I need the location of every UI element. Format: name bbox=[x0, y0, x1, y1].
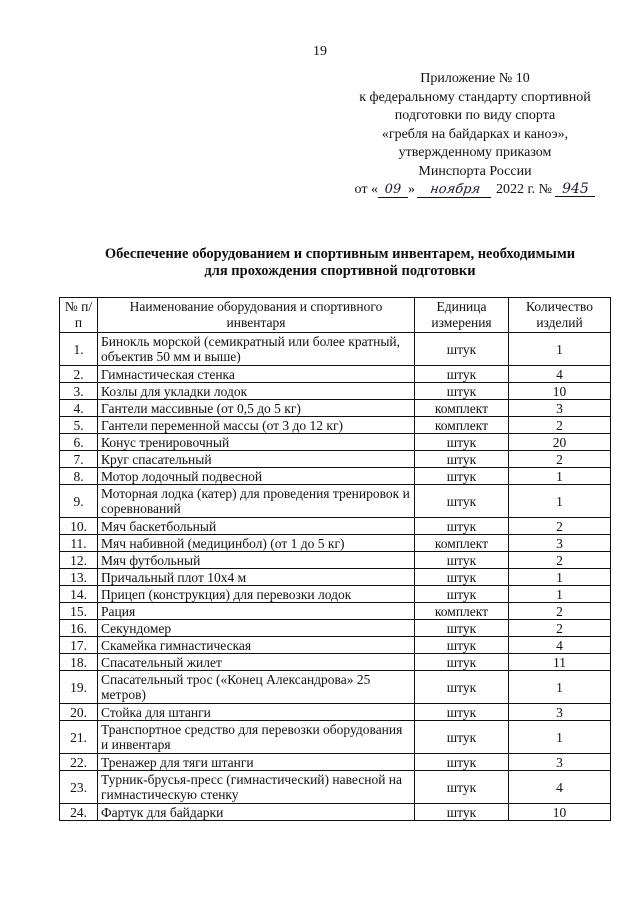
row-quantity: 1 bbox=[509, 333, 611, 366]
table-row bbox=[60, 383, 611, 400]
row-number: 20. bbox=[60, 704, 98, 721]
row-number: 1. bbox=[60, 333, 98, 366]
table-body bbox=[60, 333, 611, 821]
row-item-name: Спасательный трос («Конец Александрова» 25 метров) bbox=[98, 671, 415, 704]
table-row bbox=[60, 637, 611, 654]
row-unit: штук bbox=[415, 804, 509, 821]
row-unit: штук bbox=[415, 552, 509, 569]
row-number: 5. bbox=[60, 417, 98, 434]
handwritten-order-number: 945 bbox=[555, 182, 595, 197]
title-line-2: для прохождения спортивной подготовки bbox=[204, 263, 476, 279]
row-item-name: Причальный плот 10х4 м bbox=[98, 569, 415, 586]
table-row bbox=[60, 704, 611, 721]
row-item-name: Тренажер для тяги штанги bbox=[98, 754, 415, 771]
row-quantity: 1 bbox=[509, 671, 611, 704]
row-quantity: 20 bbox=[509, 434, 611, 451]
appendix-line: Приложение № 10 bbox=[420, 71, 530, 86]
row-number: 4. bbox=[60, 400, 98, 417]
row-number: 2. bbox=[60, 366, 98, 383]
row-number: 9. bbox=[60, 485, 98, 518]
table-row bbox=[60, 333, 611, 366]
row-unit: штук bbox=[415, 704, 509, 721]
row-number: 16. bbox=[60, 620, 98, 637]
row-quantity: 1 bbox=[509, 468, 611, 485]
title-line-1: Обеспечение оборудованием и спортивным инвентарем, необходимыми bbox=[104, 246, 576, 262]
row-number: 13. bbox=[60, 569, 98, 586]
table-row bbox=[60, 603, 611, 620]
row-unit: штук bbox=[415, 451, 509, 468]
row-unit: штук bbox=[415, 771, 509, 804]
table-row bbox=[60, 620, 611, 637]
appendix-header bbox=[330, 70, 620, 200]
appendix-line: к федеральному стандарту спортивной bbox=[359, 89, 591, 105]
row-number: 6. bbox=[60, 434, 98, 451]
document-title bbox=[60, 246, 620, 280]
row-item-name: Скамейка гимнастическая bbox=[98, 637, 415, 654]
table-row bbox=[60, 400, 611, 417]
row-quantity: 3 bbox=[509, 400, 611, 417]
table-row bbox=[60, 468, 611, 485]
row-number: 11. bbox=[60, 535, 98, 552]
table-row bbox=[60, 434, 611, 451]
row-unit: штук bbox=[415, 485, 509, 518]
header-unit: Единица измерения bbox=[415, 298, 509, 333]
header-name: Наименование оборудования и спортивного инвентаря bbox=[98, 298, 415, 333]
row-quantity: 2 bbox=[509, 417, 611, 434]
row-item-name: Секундомер bbox=[98, 620, 415, 637]
row-number: 23. bbox=[60, 771, 98, 804]
table-row bbox=[60, 804, 611, 821]
row-item-name: Круг спасательный bbox=[98, 451, 415, 468]
table-row bbox=[60, 754, 611, 771]
row-unit: штук bbox=[415, 468, 509, 485]
row-item-name: Козлы для укладки лодок bbox=[98, 383, 415, 400]
row-quantity: 4 bbox=[509, 637, 611, 654]
table-row bbox=[60, 569, 611, 586]
row-unit: комплект bbox=[415, 535, 509, 552]
table-row bbox=[60, 654, 611, 671]
row-quantity: 3 bbox=[509, 754, 611, 771]
row-quantity: 1 bbox=[509, 569, 611, 586]
table-row bbox=[60, 451, 611, 468]
row-unit: штук bbox=[415, 671, 509, 704]
row-unit: штук bbox=[415, 434, 509, 451]
row-number: 22. bbox=[60, 754, 98, 771]
row-number: 15. bbox=[60, 603, 98, 620]
order-date-line bbox=[330, 181, 620, 200]
row-unit: штук bbox=[415, 654, 509, 671]
header-qty: Количество изделий bbox=[509, 298, 611, 333]
row-unit: штук bbox=[415, 721, 509, 754]
row-unit: штук bbox=[415, 518, 509, 535]
row-item-name: Мяч набивной (медицинбол) (от 1 до 5 кг) bbox=[98, 535, 415, 552]
appendix-line: подготовки по виду спорта bbox=[394, 108, 556, 123]
date-year: 2022 г. № bbox=[495, 182, 552, 197]
row-quantity: 3 bbox=[509, 535, 611, 552]
row-number: 12. bbox=[60, 552, 98, 569]
row-unit: штук bbox=[415, 333, 509, 366]
row-number: 24. bbox=[60, 804, 98, 821]
row-item-name: Спасательный жилет bbox=[98, 654, 415, 671]
row-number: 19. bbox=[60, 671, 98, 704]
row-number: 7. bbox=[60, 451, 98, 468]
handwritten-month: ноября bbox=[417, 183, 493, 198]
table-row bbox=[60, 771, 611, 804]
row-item-name: Мяч футбольный bbox=[98, 552, 415, 569]
appendix-line: утвержденному приказом bbox=[398, 145, 552, 160]
row-item-name: Конус тренировочный bbox=[98, 434, 415, 451]
row-quantity: 2 bbox=[509, 518, 611, 535]
row-number: 17. bbox=[60, 637, 98, 654]
row-quantity: 10 bbox=[509, 804, 611, 821]
row-number: 3. bbox=[60, 383, 98, 400]
row-item-name: Бинокль морской (семикратный или более кратный, объектив 50 мм и выше) bbox=[98, 333, 415, 366]
row-item-name: Турник-брусья-пресс (гимнастический) навесной на гимнастическую стенку bbox=[98, 771, 415, 804]
row-unit: комплект bbox=[415, 603, 509, 620]
row-number: 8. bbox=[60, 468, 98, 485]
row-quantity: 1 bbox=[509, 721, 611, 754]
table-row bbox=[60, 485, 611, 518]
row-unit: штук bbox=[415, 366, 509, 383]
row-quantity: 11 bbox=[509, 654, 611, 671]
row-unit: комплект bbox=[415, 417, 509, 434]
row-number: 18. bbox=[60, 654, 98, 671]
row-unit: штук bbox=[415, 637, 509, 654]
page-number: 19 bbox=[313, 44, 327, 59]
date-prefix: от « bbox=[354, 182, 378, 197]
row-item-name: Прицеп (конструкция) для перевозки лодок bbox=[98, 586, 415, 603]
row-item-name: Моторная лодка (катер) для проведения тренировок и соревнований bbox=[98, 485, 415, 518]
row-item-name: Гантели переменной массы (от 3 до 12 кг) bbox=[98, 417, 415, 434]
row-quantity: 2 bbox=[509, 603, 611, 620]
row-quantity: 1 bbox=[509, 586, 611, 603]
row-item-name: Рация bbox=[98, 603, 415, 620]
row-number: 21. bbox=[60, 721, 98, 754]
table-row bbox=[60, 518, 611, 535]
row-quantity: 3 bbox=[509, 704, 611, 721]
row-item-name: Гантели массивные (от 0,5 до 5 кг) bbox=[98, 400, 415, 417]
table-row bbox=[60, 586, 611, 603]
row-item-name: Мяч баскетбольный bbox=[98, 518, 415, 535]
date-quote-close: » bbox=[407, 182, 415, 197]
header-num: № п/п bbox=[60, 298, 98, 333]
appendix-line: «гребля на байдарках и каноэ», bbox=[381, 126, 569, 142]
table-row bbox=[60, 671, 611, 704]
row-number: 14. bbox=[60, 586, 98, 603]
row-quantity: 2 bbox=[509, 620, 611, 637]
row-item-name: Мотор лодочный подвесной bbox=[98, 468, 415, 485]
row-quantity: 4 bbox=[509, 366, 611, 383]
row-quantity: 1 bbox=[509, 485, 611, 518]
table-header-row bbox=[60, 298, 611, 333]
handwritten-day: 09 bbox=[378, 183, 408, 198]
row-unit: штук bbox=[415, 586, 509, 603]
table-row bbox=[60, 535, 611, 552]
row-unit: штук bbox=[415, 569, 509, 586]
table-row bbox=[60, 552, 611, 569]
row-unit: штук bbox=[415, 383, 509, 400]
row-item-name: Гимнастическая стенка bbox=[98, 366, 415, 383]
table-row bbox=[60, 417, 611, 434]
row-quantity: 2 bbox=[509, 552, 611, 569]
row-unit: штук bbox=[415, 754, 509, 771]
table-row bbox=[60, 721, 611, 754]
row-quantity: 4 bbox=[509, 771, 611, 804]
row-item-name: Стойка для штанги bbox=[98, 704, 415, 721]
row-unit: комплект bbox=[415, 400, 509, 417]
row-quantity: 10 bbox=[509, 383, 611, 400]
equipment-table bbox=[59, 297, 611, 821]
table-row bbox=[60, 366, 611, 383]
row-item-name: Фартук для байдарки bbox=[98, 804, 415, 821]
appendix-line: Минспорта России bbox=[418, 163, 532, 179]
row-item-name: Транспортное средство для перевозки оборудования и инвентаря bbox=[98, 721, 415, 754]
row-number: 10. bbox=[60, 518, 98, 535]
row-quantity: 2 bbox=[509, 451, 611, 468]
row-unit: штук bbox=[415, 620, 509, 637]
